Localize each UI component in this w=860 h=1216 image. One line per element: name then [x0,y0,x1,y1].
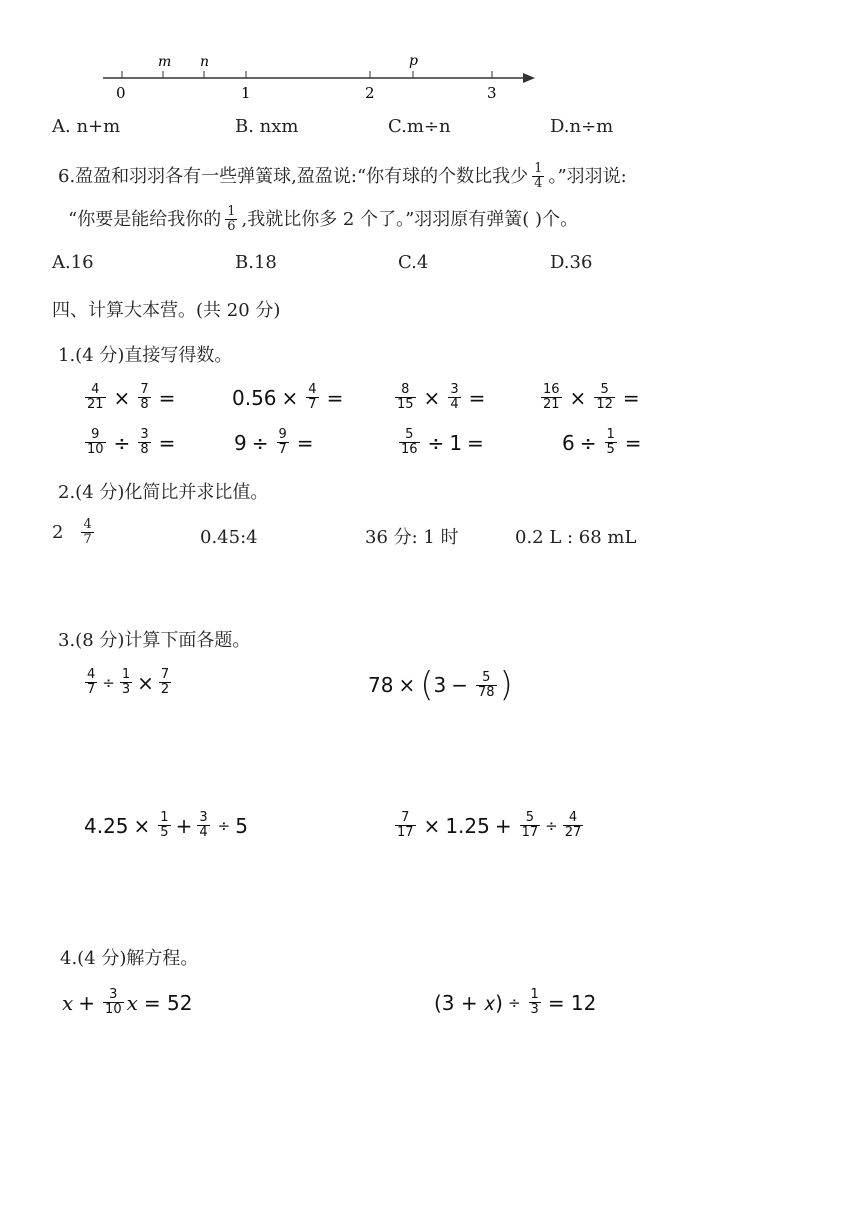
q2-item-3: 36 分: 1 时 [365,527,459,548]
q6-line1 [58,162,627,191]
fraction [158,811,170,840]
q6-fraction-1 [532,162,544,191]
q4-equation-2 [434,988,596,1017]
fraction [306,383,318,412]
fraction [103,988,124,1017]
numerator: 16 [543,382,560,397]
fraction [395,811,416,840]
numerator: 8 [401,382,410,397]
q5-option-c[interactable]: C.m÷n [388,116,451,137]
operator: ÷ [545,816,558,835]
q6-fraction-1-num: 1 [534,161,543,176]
equals: = [158,385,176,410]
q5-option-a[interactable]: A. n+m [52,116,121,137]
numerator: 4 [568,810,578,825]
operator: × [569,385,587,410]
numerator: 3 [450,382,459,397]
fraction [520,811,541,840]
numerator: 4 [91,382,100,397]
right-paren: ) [499,665,513,705]
operator: ÷ [113,430,131,455]
number: 6 [562,430,575,455]
denominator: 78 [477,684,495,700]
denominator: 21 [87,397,104,412]
q2-title: 2.(4 分)化简比并求比值。 [58,482,269,503]
fraction [138,428,150,457]
number: 0.56 [232,385,277,410]
number-line-arrow [523,73,535,83]
numerator: 5 [482,669,491,685]
numerator: 4 [83,517,92,532]
operator: × [423,813,441,838]
q1-item-5 [82,428,180,457]
numerator: 1 [606,427,615,442]
operator: ÷ [579,430,597,455]
denominator: 3 [530,1002,539,1017]
numerator: 5 [525,810,535,825]
numerator: 7 [140,382,149,397]
q2-item-1 [52,518,97,547]
operator: ÷ [251,430,269,455]
operator: + [494,813,512,838]
fraction [476,671,497,700]
denominator: 12 [596,397,613,412]
q6-option-d[interactable]: D.36 [550,252,593,273]
numerator: 9 [91,427,100,442]
denominator: 4 [199,825,208,840]
q6-fraction-2 [225,205,237,234]
fraction [138,383,150,412]
numerator: 3 [109,987,118,1002]
denominator: 10 [105,1002,122,1017]
tick-label-2: 2 [365,84,375,102]
q1-item-6 [234,428,319,457]
number-line [95,48,545,103]
q4-equation-1 [62,988,192,1017]
operator: × [423,385,441,410]
number: 9 [234,430,247,455]
operator: + [175,813,193,838]
q6-line1-text-a: 6.盈盈和羽羽各有一些弹簧球,盈盈说:“你有球的个数比我少 [58,165,529,187]
denominator: 5 [606,442,615,457]
q3-expression-3 [84,811,248,840]
operator: ÷ [427,430,445,455]
fraction [277,428,289,457]
point-label-p: p [409,53,418,69]
q3-expression-4 [392,811,586,840]
number: 4.25 [84,813,129,838]
denominator: 27 [564,825,582,840]
operator: × [398,673,416,697]
variable: 𝑥 [62,990,74,1015]
numerator: 5 [600,382,609,397]
point-label-m: m [158,54,172,70]
operator: × [281,385,299,410]
fraction [120,668,132,697]
numerator: 1 [121,667,131,682]
variable: 𝑥 [126,990,138,1015]
fraction [541,383,562,412]
operator: × [113,385,131,410]
denominator: 4 [450,397,459,412]
denominator: 15 [397,397,414,412]
q1-item-8 [562,428,647,457]
denominator: 8 [140,442,149,457]
fraction [197,811,209,840]
q6-fraction-1-den: 4 [534,176,543,191]
number: 2 [52,521,64,543]
q4-title: 4.(4 分)解方程。 [60,948,199,969]
q6-option-c[interactable]: C.4 [398,252,429,273]
denominator: 5 [160,825,169,840]
numerator: 4 [308,382,317,397]
left-hand-side: (3 + 𝑥) [434,990,503,1015]
equals: = [624,430,642,455]
denominator: 7 [278,442,287,457]
operator: ÷ [102,673,115,692]
right-hand-side: = 12 [547,990,597,1015]
q1-item-1 [82,383,180,412]
numerator: 7 [401,810,410,825]
fraction [594,383,615,412]
q3-expression-2 [368,665,513,705]
equals: = [622,385,640,410]
operator: − [451,673,468,697]
q6-line2-text-b: ,我就比你多 2 个了。”羽羽原有弹簧( )个。 [241,208,579,230]
number: 78 [368,673,394,697]
numerator: 9 [278,427,287,442]
equals: = [158,430,176,455]
fraction [448,383,460,412]
q6-option-b[interactable]: B.18 [235,252,277,273]
number: 1 [449,430,463,455]
point-label-n: n [200,54,210,70]
equals: = [468,385,486,410]
equals: = [296,430,314,455]
denominator: 7 [87,682,96,697]
q2-item-4: 0.2 L : 68 mL [515,527,637,548]
q1-item-3 [392,383,490,412]
fraction [563,811,584,840]
numerator: 7 [160,667,170,682]
operator: × [133,813,151,838]
numerator: 1 [530,987,539,1002]
q6-option-a[interactable]: A.16 [52,252,94,273]
q1-item-7 [396,428,489,457]
equals: = [326,385,344,410]
q5-option-d[interactable]: D.n÷m [550,116,614,137]
numerator: 3 [140,427,149,442]
denominator: 2 [160,682,170,697]
number: 3 [433,673,447,697]
number: 5 [235,813,248,838]
fraction [85,668,97,697]
q6-fraction-2-num: 1 [227,204,236,219]
fraction [395,383,416,412]
numerator: 3 [199,810,208,825]
right-hand-side: = 52 [143,990,193,1015]
q6-line2-text-a: “你要是能给我你的 [68,208,222,230]
q2-item-2: 0.45:4 [200,527,258,548]
fraction [81,518,93,547]
fraction [85,383,106,412]
fraction [529,988,541,1017]
q3-expression-1 [82,668,174,697]
q1-item-2 [232,383,348,412]
left-paren: ( [420,665,434,705]
q6-line1-text-b: 。”羽羽说: [548,165,627,187]
section-4-title: 四、计算大本营。(共 20 分) [52,300,281,321]
denominator: 8 [140,397,149,412]
denominator: 17 [397,825,414,840]
tick-label-1: 1 [241,84,251,102]
fraction [399,428,420,457]
operator: ÷ [217,816,231,835]
denominator: 16 [401,442,418,457]
fraction [159,668,171,697]
fraction [605,428,617,457]
number: 1.25 [445,813,490,838]
numerator: 1 [160,810,169,825]
q1-title: 1.(4 分)直接写得数。 [58,345,233,366]
fraction [85,428,106,457]
denominator: 7 [308,397,317,412]
tick-label-3: 3 [487,84,497,102]
operator: + [78,990,96,1015]
q3-title: 3.(8 分)计算下面各题。 [58,630,251,651]
denominator: 3 [121,682,131,697]
tick-label-0: 0 [116,84,126,102]
q1-item-4 [538,383,645,412]
denominator: 17 [521,825,539,840]
equals: = [467,430,484,455]
q6-fraction-2-den: 6 [227,219,236,234]
operator: ÷ [507,993,521,1012]
q5-option-b[interactable]: B. nxm [235,116,299,137]
q6-line2 [68,205,578,234]
numerator: 4 [87,667,96,682]
operator: × [137,670,154,695]
denominator: 7 [83,532,92,547]
denominator: 21 [543,397,560,412]
numerator: 5 [405,427,414,442]
denominator: 10 [87,442,104,457]
